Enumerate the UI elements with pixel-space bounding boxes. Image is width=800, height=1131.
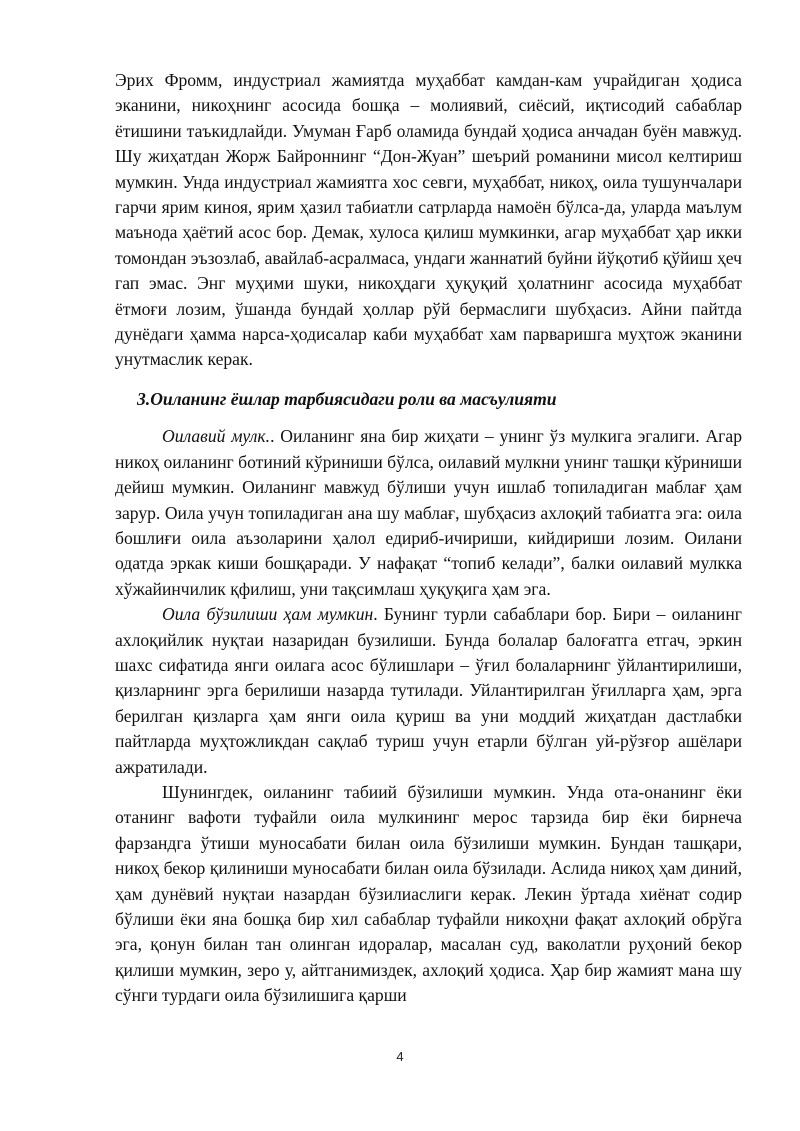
page-number: 4: [396, 1049, 404, 1064]
paragraph-natural-breakup: Шунингдек, оиланинг табиий бўзилиши мумкин. Унда ота-онанинг ёки отанинг вафоти туфайли оила мулкининг мерос тарзида бир ёки бирнеча фарзандга ўтиши муносабати билан оила бўзилиши мумкин. Бундан ташқари, никоҳ бекор қилиниши муносабати билан оила бўзилади. Аслида никоҳ ҳам диний, ҳам дунёвий нуқтаи назардан бўзилиаслиги керак. Лекин ўртада хиёнат содир бўлиши ёки яна бошқа бир хил сабаблар туфайли никоҳни фақат ахлоқий обрўга эга, қонун билан тан олинган идоралар, масалан суд, ваколатли руҳоний бекор қилиши мумкин, зеро у, айтганимиздек, ахлоқий ҳодиса. Ҳар бир жамият мана шу сўнги турдаги оила бўзилишига қарши: [115, 781, 742, 1006]
document-page: [115, 68, 742, 1009]
term-family-property: Оилавий мулк.: [162, 426, 271, 447]
paragraph-fromm: Эрих Фромм, индустриал жамиятда муҳаббат камдан-кам учрайдиган ҳодиса эканини, никоҳнинг асосида бошқа – молиявий, сиёсий, иқтисодий сабаблар ётишини таъкидлайди. Умуман Ғарб оламида бундай ҳодиса анчадан буён мавжуд. Шу жиҳатдан Жорж Байроннинг “Дон-Жуан” шеърий романини мисол келтириш мумкин. Унда индустриал жамиятга хос севги, муҳаббат, никоҳ, оила тушунчалари гарчи ярим киноя, ярим ҳазил табиатли сатрларда намоён бўлса-да, уларда маълум маънода ҳаётий асос бор. Демак, хулоса қилиш мумкинки, агар муҳаббат ҳар икки томондан эъзозлаб, авайлаб-асралмаса, ундаги жаннатий буйни йўқотиб қўйиш ҳеч гап эмас. Энг муҳими шуки, никоҳдаги ҳуқуқий ҳолатнинг асосида муҳаббат ётмоғи лозим, ўшанда бундай ҳоллар рўй бермаслиги шубҳасиз. Айни пайтда дунёдаги ҳамма нарса-ҳодисалар каби муҳаббат хам парваришга муҳтож эканини унутмаслик керак.: [115, 70, 742, 370]
term-family-breakup: Оила бўзилиши ҳам мумкин: [162, 604, 374, 625]
paragraph-family-property-body: . Оиланинг яна бир жиҳати – унинг ўз мулкига эгалиги. Агар никоҳ оиланинг ботиний кўриниши бўлса, оилавий мулкни унинг ташқи кўриниши дейиш мумкин. Оиланинг мавжуд бўлиши учун ишлаб топиладиган маблағ ҳам зарур. Оила учун топиладиган ана шу маблағ, шубҳасиз ахлоқий табиатга эга: оила бошлиғи оила аъзоларини ҳалол едириб-ичириши, кийдириши лозим. Оилани одатда эркак киши бошқаради. У нафақат “топиб келади”, балки оилавий мулкка хўжайинчилик қфилиш, уни тақсимлаш ҳуқуқига ҳам эга.: [115, 426, 743, 599]
paragraph-family-property: [115, 424, 742, 602]
paragraph-family-breakup-body: . Бунинг турли сабаблари бор. Бири – оиланинг ахлоқийлик нуқтаи назаридан бузилиши. Бунда болалар балоғатга етгач, эркин шахс сифатида янги оилага асос бўлишлари – ўғил болаларнинг ўйлантирилиши, қизларнинг эрга берилиши назарда тутилади. Уйлантирилган ўғилларга ҳам, эрга берилган қизларга ҳам янги оила қуриш ва уни моддий жиҳатдан дастлабки пайтларда муҳтожликдан сақлаб туриш учун етарли бўлган уй-рўзғор ашёлари ажратилади.: [115, 604, 742, 777]
paragraph-family-breakup: [115, 602, 742, 780]
section-heading: 3.Оиланинг ёшлар тарбиясидаги роли ва масъулияти: [137, 388, 557, 409]
